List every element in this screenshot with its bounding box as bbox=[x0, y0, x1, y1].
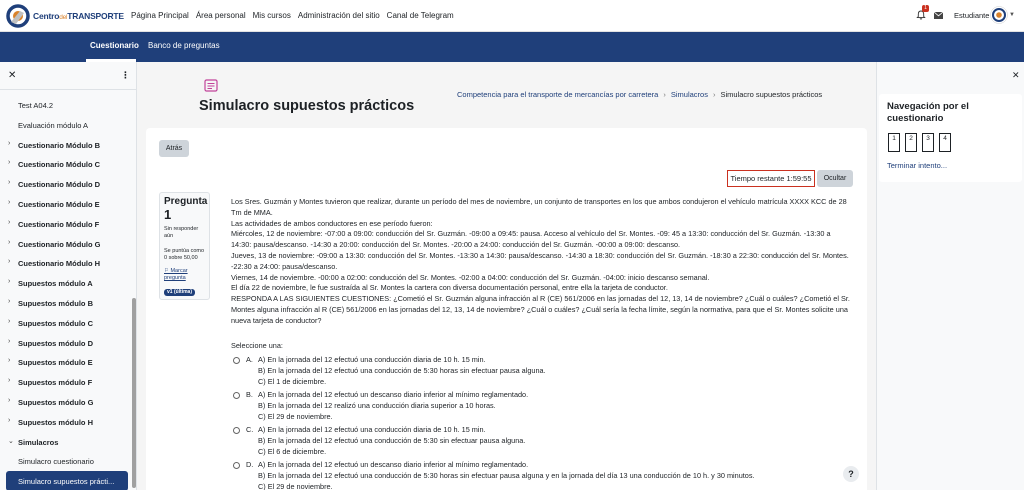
drawer-item-label: Simulacro supuestos prácti... bbox=[18, 477, 115, 487]
chevron-right-icon[interactable]: › bbox=[8, 278, 11, 286]
nav-home[interactable]: Página Principal bbox=[131, 11, 189, 20]
drawer-item-label: Supuestos módulo G bbox=[18, 398, 94, 407]
question-paragraph: Los Sres. Guzmán y Montes tuvieron que realizar, durante un período del mes de noviembre, un conjunto de transportes en los que ambos condujeron el vehículo matrícula XXXX KCC de 28 Tm de MMA. bbox=[231, 197, 847, 217]
drawer-item[interactable] bbox=[0, 412, 132, 432]
drawer-item[interactable] bbox=[0, 234, 132, 254]
answer-option[interactable] bbox=[233, 460, 853, 490]
answer-line: B) En la jornada del 12 efectuó una conducción de 5:30 sin efectuar pausa alguna. bbox=[258, 435, 526, 445]
answer-prompt: Seleccione una: bbox=[231, 341, 283, 350]
drawer-item-label: Supuestos módulo D bbox=[18, 338, 93, 348]
drawer-item[interactable] bbox=[0, 372, 132, 392]
chevron-right-icon: › bbox=[712, 90, 716, 99]
chevron-right-icon[interactable]: › bbox=[8, 159, 11, 167]
chevron-right-icon[interactable]: › bbox=[8, 298, 11, 305]
back-button[interactable]: Atrás bbox=[159, 140, 189, 157]
drawer-item[interactable] bbox=[0, 293, 132, 313]
course-index-drawer bbox=[0, 62, 137, 490]
drawer-item-label: Simulacros bbox=[18, 437, 59, 447]
drawer-item[interactable] bbox=[0, 392, 132, 412]
drawer-item-label: Simulacro cuestionario bbox=[18, 457, 94, 467]
nav-my-courses[interactable]: Mis cursos bbox=[252, 11, 291, 20]
tab-quiz[interactable]: Cuestionario bbox=[90, 41, 139, 50]
question-nav-button[interactable]: 1 bbox=[888, 133, 900, 152]
drawer-item-label: Cuestionario Módulo B bbox=[18, 140, 101, 150]
answer-line: A) En la jornada del 12 efectuó un descanso diario inferior al mínimo reglamentado. bbox=[258, 390, 529, 399]
drawer-item[interactable] bbox=[0, 174, 132, 194]
drawer-item[interactable] bbox=[0, 95, 132, 115]
user-name[interactable]: Estudiante bbox=[954, 11, 990, 20]
answer-text bbox=[258, 425, 848, 457]
answer-line: B) En la jornada del 12 realizó una conducción diaria superior a 10 horas. bbox=[258, 400, 496, 410]
drawer-item-label: Supuestos módulo A bbox=[18, 279, 93, 289]
breadcrumb-course[interactable]: Competencia para el transporte de mercancías por carretera bbox=[457, 90, 659, 99]
breadcrumb bbox=[457, 90, 822, 99]
drawer-item[interactable] bbox=[6, 471, 128, 490]
answer-text bbox=[258, 355, 848, 387]
drawer-item[interactable] bbox=[0, 333, 132, 353]
chevron-down-icon[interactable]: ⌄ bbox=[8, 437, 14, 445]
site-logo[interactable] bbox=[6, 4, 124, 28]
kebab-icon[interactable]: ⋮ bbox=[121, 70, 130, 80]
drawer-item-label: Cuestionario Módulo E bbox=[18, 200, 100, 209]
question-paragraph: Viernes, 14 de noviembre. -00:00 a 02:00: conducción del Sr. Montes. -02:00 a 04:00: conducción del Sr. Guzmán. -04:00: inicio descanso semanal. bbox=[231, 272, 710, 282]
notification-count-badge: 1 bbox=[922, 5, 929, 12]
question-grade: Se puntúa como 0 sobre 50,00 bbox=[164, 248, 205, 261]
chevron-right-icon[interactable]: › bbox=[8, 377, 11, 385]
chevron-right-icon[interactable]: › bbox=[8, 139, 11, 147]
nav-telegram[interactable]: Canal de Telegram bbox=[386, 11, 454, 20]
time-remaining: Tiempo restante 1:59:55 bbox=[727, 170, 815, 187]
answer-line: C) El 6 de diciembre. bbox=[258, 446, 327, 456]
question-label: Pregunta bbox=[164, 196, 208, 207]
answer-line: C) El 29 de noviembre. bbox=[258, 411, 333, 421]
primary-navigation bbox=[131, 11, 454, 20]
question-paragraph: Miércoles, 12 de noviembre: -07:00 a 09:00: conducción del Sr. Guzmán. -09:00 a 09:45: pausa. Acceso al vehículo del Sr. Montes. -09: 45 a 13:30: conducción del Sr. Guzmán. -13:30 a 14:30: pausa/descanso. -14:30 a 20:00: conducción del Sr. Montes. -20:00 a 24:00: conducción del Sr. Guzmán. -00:00 a 09:00: descanso. bbox=[231, 229, 831, 250]
hide-timer-button[interactable]: Ocultar bbox=[817, 170, 853, 187]
drawer-item[interactable] bbox=[0, 115, 132, 135]
site-name: CentrodelTRANSPORTE bbox=[33, 11, 124, 21]
answer-radio[interactable] bbox=[233, 462, 240, 469]
drawer-item-label: Cuestionario Módulo H bbox=[18, 259, 101, 269]
drawer-item[interactable] bbox=[0, 214, 132, 234]
chevron-right-icon[interactable]: › bbox=[8, 238, 11, 246]
tab-question-bank[interactable]: Banco de preguntas bbox=[148, 41, 220, 50]
drawer-item-label: Supuestos módulo E bbox=[18, 358, 93, 368]
question-nav-button[interactable]: 4 bbox=[939, 133, 951, 152]
answer-text bbox=[258, 460, 848, 490]
chevron-right-icon[interactable]: › bbox=[8, 357, 11, 365]
chevron-right-icon[interactable]: › bbox=[8, 218, 11, 226]
transport-logo-icon bbox=[6, 4, 32, 28]
answer-letter: C. bbox=[246, 425, 254, 434]
user-avatar[interactable] bbox=[990, 6, 1008, 24]
answer-line: C) El 29 de noviembre. bbox=[258, 481, 333, 490]
answer-option[interactable] bbox=[233, 425, 853, 459]
help-button[interactable]: ? bbox=[843, 466, 859, 482]
answer-radio[interactable] bbox=[233, 357, 240, 364]
answer-line: A) En la jornada del 12 efectuó una conducción diaria de 10 h. 15 min. bbox=[258, 355, 486, 364]
drawer-header bbox=[0, 62, 137, 90]
drawer-item-label: Cuestionario Módulo D bbox=[18, 180, 101, 190]
answer-letter: A. bbox=[246, 355, 253, 364]
page-title: Simulacro supuestos prácticos bbox=[199, 98, 415, 114]
top-navbar bbox=[0, 0, 1024, 32]
flag-question-link[interactable]: ⚐ Marcar pregunta bbox=[164, 268, 188, 281]
question-paragraph: Las actividades de ambos conductores en ese período fueron: bbox=[231, 218, 433, 228]
answer-radio[interactable] bbox=[233, 392, 240, 399]
nav-site-admin[interactable]: Administración del sitio bbox=[297, 11, 380, 20]
answer-letter: D. bbox=[246, 460, 254, 469]
drawer-item-label: Supuestos módulo C bbox=[18, 318, 93, 328]
drawer-item[interactable] bbox=[0, 194, 132, 214]
drawer-item[interactable] bbox=[0, 154, 132, 174]
question-paragraph: RESPONDA A LAS SIGUIENTES CUESTIONES: ¿Cometió el Sr. Guzmán alguna infracción al R (CE) 561/2006 en las jornadas del 12, 13, 14 de noviembre? ¿Cuál o cuáles? ¿Cometió el Sr. Montes alguna infracción al R (CE) 561/2006 en las jornadas del 12, 13, 14 de noviembre? ¿Cuál o cuáles? ¿Cuál sería la fecha límite, según la normativa, para que el Sr. Montes solicite una nueva tarjeta de conductor? bbox=[231, 294, 850, 325]
secondary-navigation bbox=[0, 32, 1024, 62]
answer-line: C) El 1 de diciembre. bbox=[258, 376, 327, 386]
drawer-item-label: Supuestos módulo H bbox=[18, 417, 93, 427]
nav-dashboard[interactable]: Área personal bbox=[195, 11, 246, 20]
breadcrumb-section[interactable]: Simulacros bbox=[670, 90, 708, 99]
question-nav-button[interactable]: 3 bbox=[922, 133, 934, 152]
chevron-right-icon[interactable]: › bbox=[8, 337, 11, 345]
breadcrumb-current: Simulacro supuestos prácticos bbox=[720, 90, 823, 99]
chevron-right-icon: › bbox=[663, 90, 666, 99]
answer-line: A) En la jornada del 12 efectuó un descanso diario inferior al mínimo reglamentado. bbox=[258, 460, 529, 469]
chevron-right-icon[interactable]: › bbox=[8, 317, 11, 325]
drawer-item-label: Test A04.2 bbox=[18, 101, 54, 110]
chevron-right-icon[interactable]: › bbox=[8, 179, 11, 187]
drawer-item[interactable] bbox=[0, 451, 132, 471]
answer-line: B) En la jornada del 12 efectuó una conducción de 5:30 horas sin efectuar pausa alguna y en la jornada del día 13 una conducción de 10 h. y 30 minutos. bbox=[258, 470, 755, 480]
answer-radio[interactable] bbox=[233, 427, 240, 434]
answer-option[interactable] bbox=[233, 390, 853, 424]
answer-text bbox=[258, 390, 848, 422]
question-number: 1 bbox=[164, 207, 172, 222]
drawer-item-label: Cuestionario Módulo F bbox=[18, 219, 100, 229]
question-state: Sin responder aún bbox=[164, 226, 199, 239]
drawer-item-label: Evaluación módulo A bbox=[18, 120, 89, 130]
answer-line: B) En la jornada del 12 efectuó una conducción de 5:30 horas sin efectuar pausa alguna. bbox=[258, 365, 546, 375]
question-version-badge: v1 (última) bbox=[164, 289, 195, 296]
drawer-item-label: Cuestionario Módulo G bbox=[18, 239, 101, 249]
question-paragraph: Jueves, 13 de noviembre: -09:00 a 13:30: conducción del Sr. Montes. -13:30 a 14:30: pausa/descanso. -14:30 a 18:30: conducción del Sr. Guzmán. -18:30 a 22:30: conducción del Sr. Montes. -22:30 a 24:00: pausa/descanso. bbox=[231, 250, 849, 271]
chevron-right-icon[interactable]: › bbox=[8, 416, 11, 424]
quiz-navigation-title: Navegación por el cuestionario bbox=[887, 101, 969, 124]
answer-option[interactable] bbox=[233, 355, 853, 389]
drawer-item[interactable] bbox=[0, 432, 132, 452]
chevron-down-icon[interactable]: ▼ bbox=[1009, 12, 1015, 18]
drawer-item[interactable] bbox=[0, 352, 132, 372]
question-paragraph: El día 22 de noviembre, le fue sustraída al Sr. Montes la cartera con diversa documentación personal, entre ella la tarjeta de conductor. bbox=[231, 283, 668, 293]
question-nav-button[interactable]: 2 bbox=[905, 133, 917, 152]
flag-icon: ⚐ bbox=[164, 268, 171, 274]
question-info-panel bbox=[159, 192, 210, 300]
drawer-item-label: Supuestos módulo B bbox=[18, 299, 93, 308]
chevron-right-icon[interactable]: › bbox=[8, 199, 11, 206]
question-text bbox=[231, 197, 851, 327]
quiz-icon bbox=[204, 79, 218, 92]
answer-letter: B. bbox=[246, 390, 253, 399]
drawer-item[interactable] bbox=[0, 273, 132, 293]
chevron-right-icon[interactable]: › bbox=[8, 397, 11, 404]
drawer-item[interactable] bbox=[0, 135, 132, 155]
envelope-icon[interactable] bbox=[934, 12, 943, 19]
drawer-scrollbar[interactable] bbox=[132, 298, 136, 488]
close-icon[interactable]: ✕ bbox=[1012, 70, 1020, 80]
drawer-item-label: Supuestos módulo F bbox=[18, 378, 93, 388]
chevron-right-icon[interactable]: › bbox=[8, 258, 11, 266]
drawer-item[interactable] bbox=[0, 313, 132, 333]
close-icon[interactable]: ✕ bbox=[8, 70, 17, 81]
finish-attempt-link[interactable]: Terminar intento... bbox=[887, 161, 948, 170]
drawer-item[interactable] bbox=[0, 253, 132, 273]
answer-line: A) En la jornada del 12 efectuó una conducción diaria de 10 h. 15 min. bbox=[258, 425, 486, 434]
drawer-item-label: Cuestionario Módulo C bbox=[18, 160, 101, 170]
